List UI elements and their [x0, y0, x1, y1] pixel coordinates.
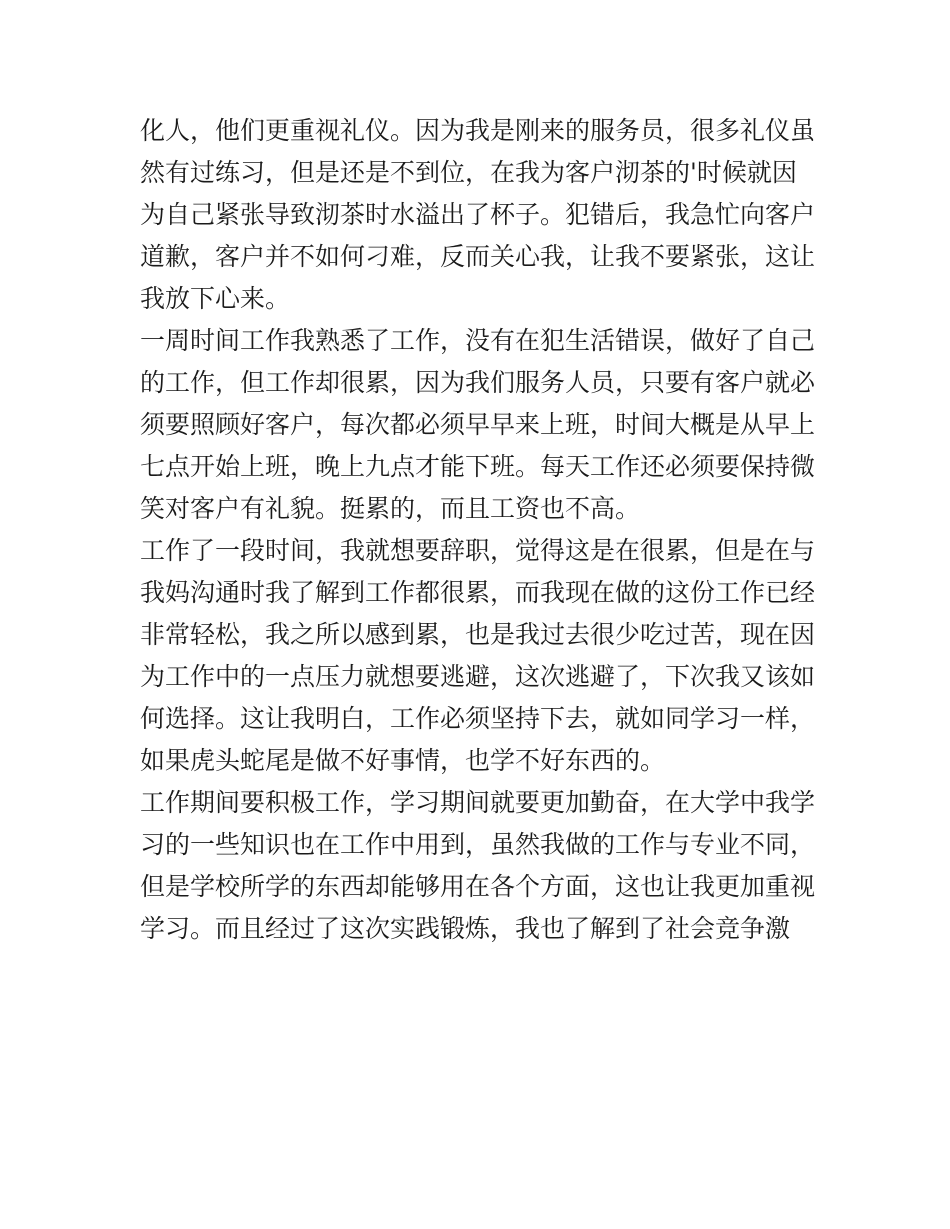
text-line: 学习。而且经过了这次实践锻炼，我也了解到了社会竞争激: [140, 914, 791, 943]
body-text: [140, 110, 815, 950]
text-line: 化人，他们更重视礼仪。因为我是刚来的服务员，很多礼仪虽: [140, 116, 815, 145]
text-line: 须要照顾好客户，每次都必须早早来上班，时间大概是从早上: [140, 410, 815, 439]
text-line: 道歉，客户并不如何刁难，反而关心我，让我不要紧张，这让: [140, 242, 815, 271]
text-line: 一周时间工作我熟悉了工作，没有在犯生活错误，做好了自己: [140, 326, 815, 355]
text-line: 我妈沟通时我了解到工作都很累，而我现在做的这份工作已经: [140, 578, 815, 607]
text-line: 工作了一段时间，我就想要辞职，觉得这是在很累，但是在与: [140, 536, 815, 565]
text-line: 但是学校所学的东西却能够用在各个方面，这也让我更加重视: [140, 872, 815, 901]
text-line: 为工作中的一点压力就想要逃避，这次逃避了，下次我又该如: [140, 662, 815, 691]
text-line: 然有过练习，但是还是不到位，在我为客户沏茶的'时候就因: [140, 158, 797, 187]
text-line: 我放下心来。: [140, 284, 291, 313]
text-line: 何选择。这让我明白，工作必须坚持下去，就如同学习一样，: [140, 704, 815, 733]
text-line: 七点开始上班，晚上九点才能下班。每天工作还必须要保持微: [140, 452, 815, 481]
text-line: 笑对客户有礼貌。挺累的，而且工资也不高。: [140, 494, 641, 523]
text-line: 如果虎头蛇尾是做不好事情，也学不好东西的。: [140, 746, 666, 775]
text-line: 非常轻松，我之所以感到累，也是我过去很少吃过苦，现在因: [140, 620, 815, 649]
text-line: 为自己紧张导致沏茶时水溢出了杯子。犯错后，我急忙向客户: [140, 200, 815, 229]
text-line: 习的一些知识也在工作中用到，虽然我做的工作与专业不同，: [140, 830, 815, 859]
text-line: 工作期间要积极工作，学习期间就要更加勤奋，在大学中我学: [140, 788, 815, 817]
text-line: 的工作，但工作却很累，因为我们服务人员，只要有客户就必: [140, 368, 815, 397]
